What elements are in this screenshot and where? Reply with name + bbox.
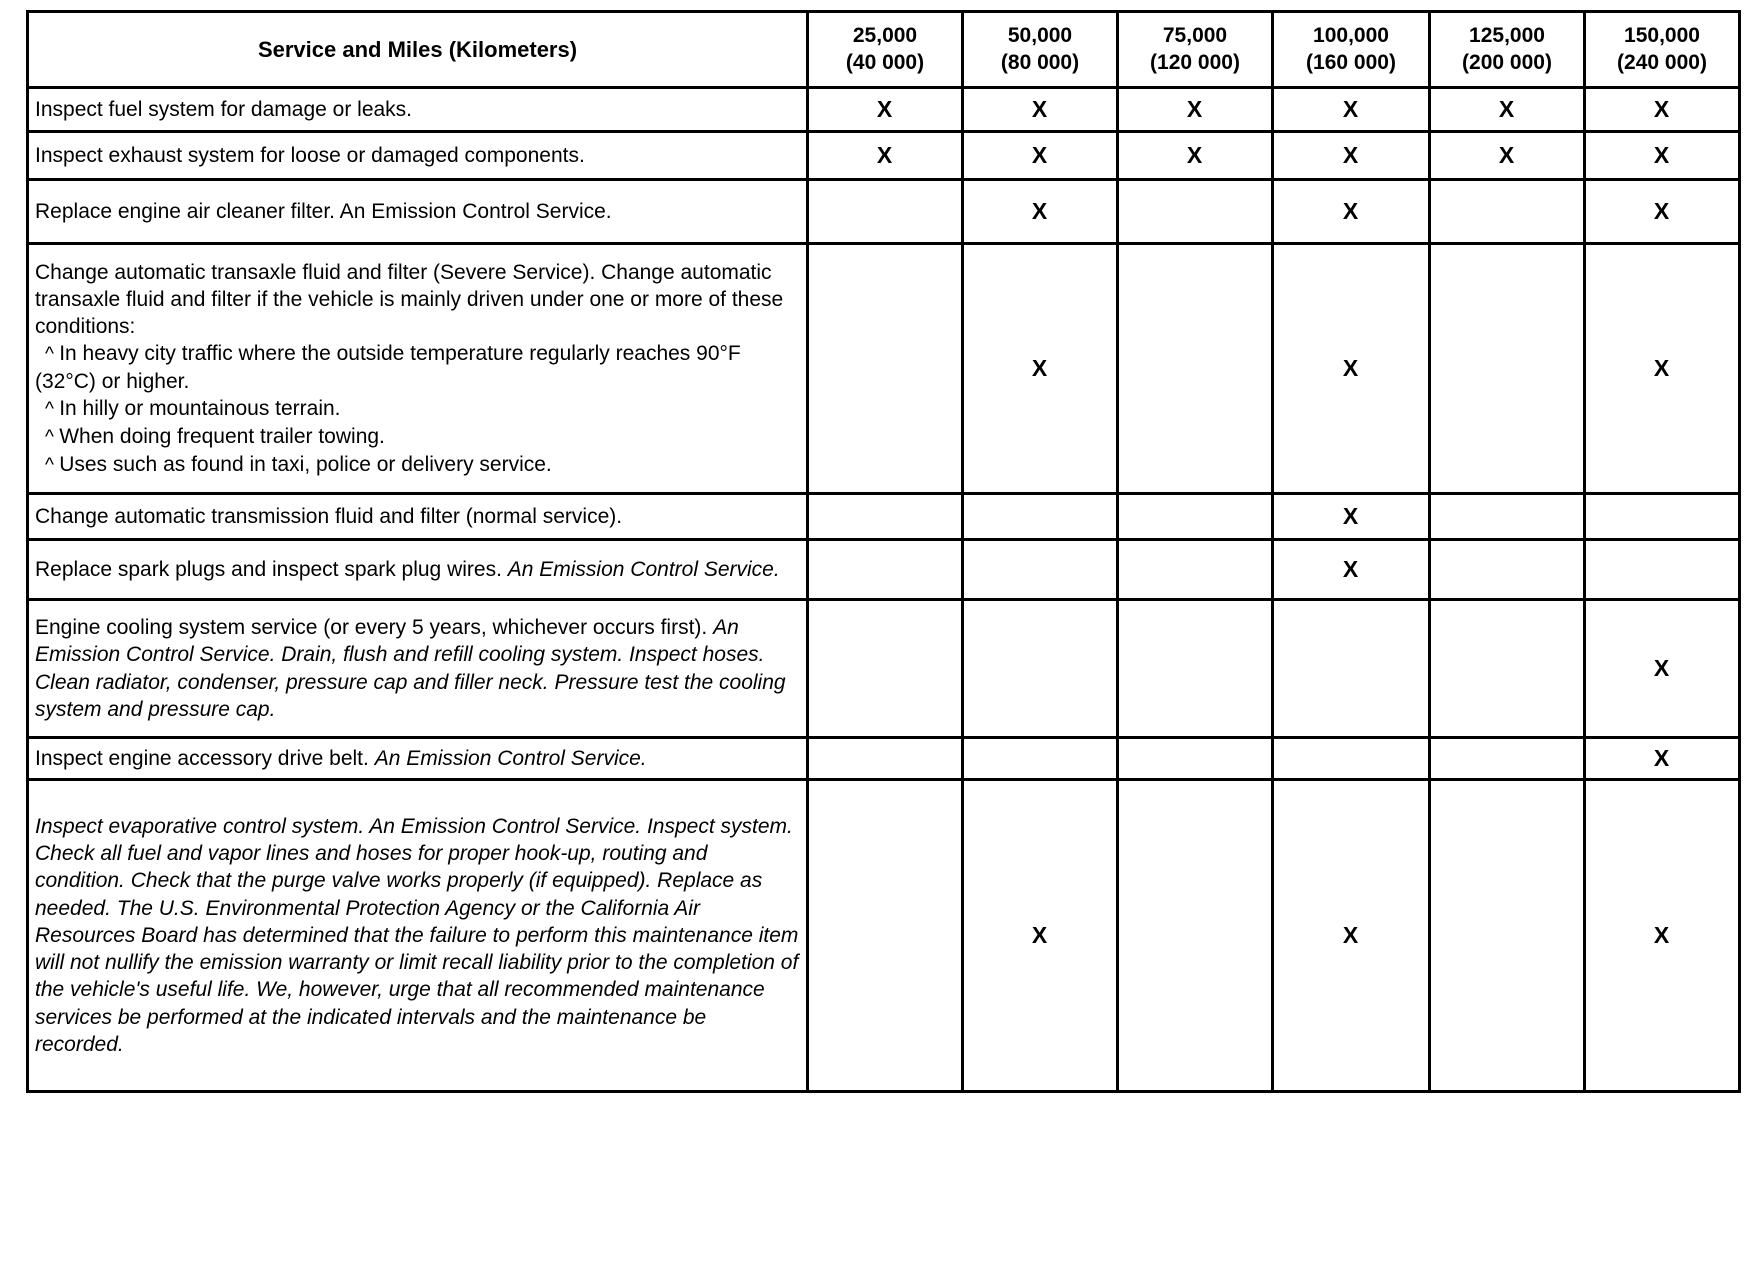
interval-miles: 100,000 <box>1313 24 1389 48</box>
service-text: Change automatic transmission fluid and filter (normal service). <box>35 504 623 528</box>
interval-mark: X <box>1430 88 1585 132</box>
interval-header <box>1430 12 1585 88</box>
condition-bullet-line <box>35 340 800 395</box>
service-text-line <box>35 745 800 772</box>
interval-miles: 125,000 <box>1469 24 1545 48</box>
table-row-replace-spark-plugs <box>28 540 1740 600</box>
interval-mark-empty <box>1118 540 1273 600</box>
interval-mark-empty <box>1118 600 1273 738</box>
interval-mark: X <box>963 244 1118 494</box>
interval-mark-empty <box>1118 180 1273 244</box>
service-description <box>28 88 808 132</box>
interval-mark: X <box>1585 244 1740 494</box>
service-text-line <box>35 614 800 723</box>
interval-mark-empty <box>1430 540 1585 600</box>
interval-mark: X <box>963 780 1118 1092</box>
table-body <box>28 88 1740 1092</box>
table-row-change-transaxle-fluid-severe <box>28 244 1740 494</box>
service-text: Inspect fuel system for damage or leaks. <box>35 97 413 121</box>
interval-mark: X <box>963 88 1118 132</box>
caret-bullet-icon: ^ <box>45 344 60 366</box>
service-description <box>28 180 808 244</box>
interval-mark: X <box>1118 88 1273 132</box>
interval-mark-empty <box>1273 738 1430 780</box>
interval-mark-empty <box>808 780 963 1092</box>
table-row-inspect-accessory-drive-belt <box>28 738 1740 780</box>
service-text: Replace engine air cleaner filter. An Emission Control Service. <box>35 199 612 223</box>
interval-mark-empty <box>1118 244 1273 494</box>
interval-header <box>963 12 1118 88</box>
interval-mark: X <box>808 88 963 132</box>
emission-note-text: An Emission Control Service. <box>374 746 647 770</box>
interval-mark: X <box>1585 132 1740 180</box>
service-text: Uses such as found in taxi, police or delivery service. <box>59 452 552 476</box>
interval-mark-empty <box>1430 780 1585 1092</box>
interval-header <box>1585 12 1740 88</box>
interval-mark-empty <box>808 244 963 494</box>
interval-mark: X <box>1273 132 1430 180</box>
interval-mark-empty <box>1118 738 1273 780</box>
maintenance-schedule-table <box>26 10 1741 1093</box>
interval-mark-empty <box>808 494 963 540</box>
service-description <box>28 494 808 540</box>
condition-bullet-line <box>35 451 800 479</box>
header-row <box>28 12 1740 88</box>
interval-mark: X <box>1585 780 1740 1092</box>
interval-kilometers: (160 000) <box>1306 50 1396 74</box>
service-column-header: Service and Miles (Kilometers) <box>28 12 808 88</box>
interval-mark: X <box>1585 88 1740 132</box>
interval-mark-empty <box>963 738 1118 780</box>
interval-kilometers: (200 000) <box>1462 50 1552 74</box>
service-text-line <box>35 259 800 341</box>
interval-mark-empty <box>1430 180 1585 244</box>
service-text: Change automatic transaxle fluid and filter (Severe Service). Change automatic transaxle fluid and filter if the vehicle is mainly driven under one or more of these conditions: <box>35 260 784 339</box>
emission-note-text: Inspect evaporative control system. An Emission Control Service. Inspect system. Check all fuel and vapor lines and hoses for proper hook-up, routing and condition. Check that the purge valve works properly (if equipped). Replace as needed. The U.S. Environmental Protection Agency or the California Air Resources Board has determined that the failure to perform this maintenance item will not nullify the emission warranty or limit recall liability prior to the completion of the vehicle's useful life. We, however, urge that all recommended maintenance services be performed at the indicated intervals and the maintenance be recorded. <box>35 814 799 1057</box>
interval-mark-empty <box>808 180 963 244</box>
caret-bullet-icon: ^ <box>45 427 60 449</box>
interval-mark: X <box>963 132 1118 180</box>
caret-bullet-icon: ^ <box>45 454 60 476</box>
service-text-line <box>35 96 800 123</box>
interval-mark-empty <box>1273 600 1430 738</box>
interval-mark-empty <box>808 738 963 780</box>
interval-miles: 25,000 <box>852 24 918 48</box>
service-text: In hilly or mountainous terrain. <box>59 397 341 421</box>
interval-mark: X <box>963 180 1118 244</box>
service-text: Replace spark plugs and inspect spark plug wires. <box>35 557 508 581</box>
interval-kilometers: (240 000) <box>1617 50 1707 74</box>
interval-kilometers: (120 000) <box>1150 50 1240 74</box>
interval-mark-empty <box>1585 540 1740 600</box>
interval-mark: X <box>1118 132 1273 180</box>
interval-mark-empty <box>1118 780 1273 1092</box>
service-text: In heavy city traffic where the outside temperature regularly reaches 90°F (32°C) or higher. <box>35 342 741 394</box>
interval-miles: 50,000 <box>1007 24 1073 48</box>
emission-note-text: An Emission Control Service. <box>507 557 780 581</box>
service-description <box>28 738 808 780</box>
service-text: Inspect engine accessory drive belt. <box>35 746 375 770</box>
service-description <box>28 132 808 180</box>
condition-bullet-line <box>35 395 800 423</box>
service-text-line <box>35 556 800 583</box>
interval-mark-empty <box>1430 244 1585 494</box>
interval-mark-empty <box>1430 600 1585 738</box>
interval-mark: X <box>1273 540 1430 600</box>
interval-mark-empty <box>963 494 1118 540</box>
interval-header <box>1118 12 1273 88</box>
interval-mark-empty <box>1430 738 1585 780</box>
service-description <box>28 780 808 1092</box>
caret-bullet-icon: ^ <box>45 399 60 421</box>
interval-mark-empty <box>963 600 1118 738</box>
emission-note-text: An Emission Control Service. Drain, flush and refill cooling system. Inspect hoses. Clean radiator, condenser, pressure cap and filler neck. Pressure test the cooling system and pressure cap. <box>35 615 786 721</box>
service-text-line <box>35 142 800 169</box>
interval-mark: X <box>1273 244 1430 494</box>
service-text: Engine cooling system service (or every 5 years, whichever occurs first). <box>35 615 714 639</box>
interval-mark: X <box>1273 180 1430 244</box>
interval-mark: X <box>1430 132 1585 180</box>
interval-miles: 150,000 <box>1624 24 1700 48</box>
table-row-change-transmission-fluid-normal <box>28 494 1740 540</box>
interval-header <box>1273 12 1430 88</box>
table-row-engine-cooling-system-service <box>28 600 1740 738</box>
interval-mark: X <box>1585 738 1740 780</box>
interval-mark-empty <box>808 540 963 600</box>
condition-bullet-line <box>35 423 800 451</box>
interval-mark: X <box>808 132 963 180</box>
service-text-line <box>35 198 800 225</box>
interval-mark-empty <box>1585 494 1740 540</box>
interval-mark: X <box>1273 494 1430 540</box>
interval-mark: X <box>1585 180 1740 244</box>
table-row-inspect-evaporative-control-system <box>28 780 1740 1092</box>
service-text-line <box>35 503 800 530</box>
service-text-line <box>35 813 800 1059</box>
interval-mark: X <box>1273 88 1430 132</box>
table-row-inspect-exhaust-system <box>28 132 1740 180</box>
service-text: Inspect exhaust system for loose or damaged components. <box>35 143 585 167</box>
interval-mark: X <box>1585 600 1740 738</box>
interval-header <box>808 12 963 88</box>
interval-mark-empty <box>1118 494 1273 540</box>
service-text: When doing frequent trailer towing. <box>59 425 385 449</box>
interval-miles: 75,000 <box>1162 24 1228 48</box>
table-row-replace-air-cleaner-filter <box>28 180 1740 244</box>
service-description <box>28 540 808 600</box>
interval-kilometers: (80 000) <box>1000 50 1080 74</box>
interval-mark-empty <box>808 600 963 738</box>
interval-kilometers: (40 000) <box>845 50 925 74</box>
service-description <box>28 600 808 738</box>
interval-mark-empty <box>1430 494 1585 540</box>
table-row-inspect-fuel-system <box>28 88 1740 132</box>
interval-mark-empty <box>963 540 1118 600</box>
service-description <box>28 244 808 494</box>
interval-mark: X <box>1273 780 1430 1092</box>
